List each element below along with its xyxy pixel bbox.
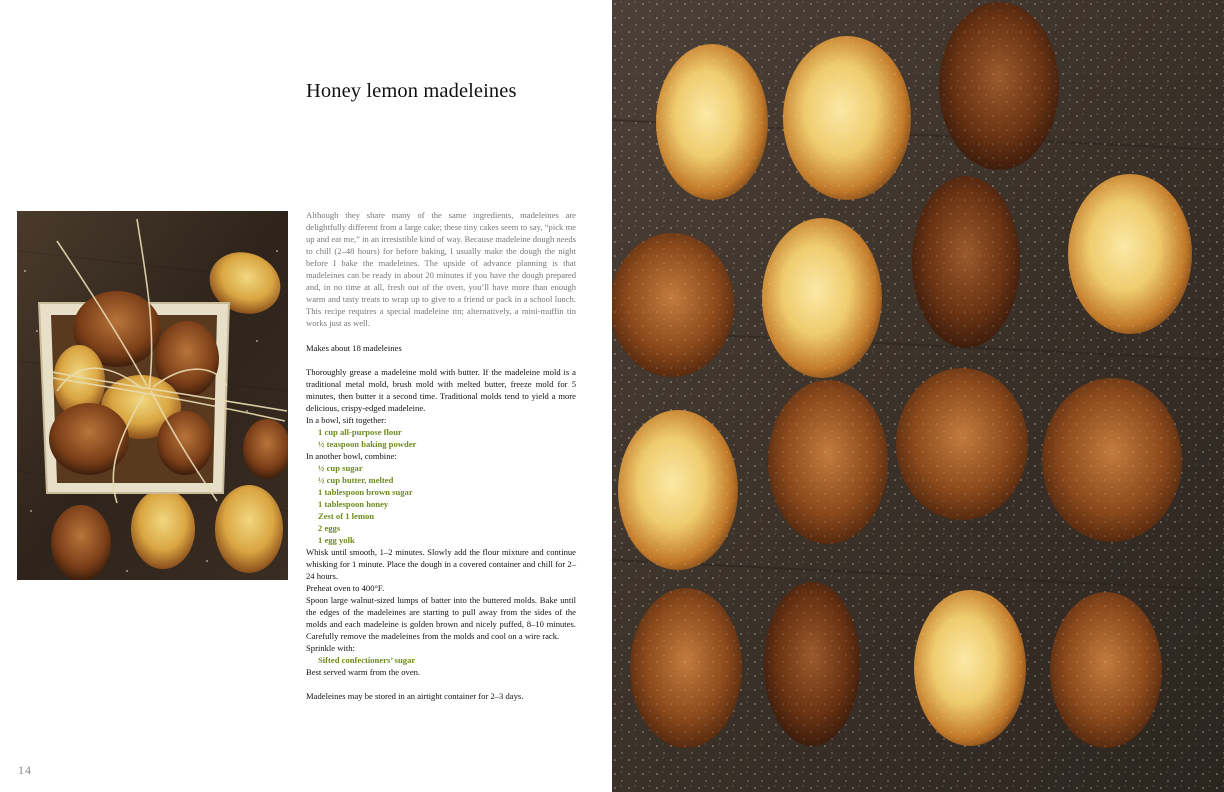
- ingredient-item: 1 tablespoon honey: [318, 499, 389, 509]
- step-preheat: Preheat oven to 400°F.: [306, 583, 385, 593]
- ingredient-item: Zest of 1 lemon: [318, 511, 375, 521]
- recipe-body: [306, 342, 576, 702]
- madeleines-on-wood-photo: [612, 0, 1224, 792]
- recipe-title: Honey lemon madeleines: [306, 80, 517, 102]
- ingredient-item: Sifted confectioners’ sugar: [318, 655, 416, 665]
- madeleine-basket-photo: [17, 211, 288, 580]
- step-sift-intro: In a bowl, sift together:: [306, 415, 387, 425]
- step-sprinkle-intro: Sprinkle with:: [306, 643, 355, 653]
- ingredient-item: ½ cup butter, melted: [318, 475, 394, 485]
- ingredient-item: ½ teaspoon baking powder: [318, 439, 417, 449]
- ingredient-item: 2 eggs: [318, 523, 341, 533]
- ingredient-list-wet: [306, 462, 576, 546]
- ingredient-item: ½ cup sugar: [318, 463, 363, 473]
- intro-paragraph: Although they share many of the same ingredients, madeleines are delightfully different from a large cake; these tiny cakes seem to say, “pick me up and eat me,” in an irresistible kind of way. Because madeleine dough needs to chill (2–48 hours) for before baking, I usually make the dough the night before I bake the madeleines. The upside of advance planning is that madeleines can be ready in about 20 minutes if you have the dough prepared and, in no time at all, fresh out of the oven, you’ll have more than enough warm and tasty treats to wrap up to give to a friend or pack in a school lunch. This recipe requires a special madeleine tin; alternatively, a mini-muffin tin works just as well.: [306, 210, 576, 328]
- yield-line: Makes about 18 madeleines: [306, 343, 402, 353]
- step-grease: Thoroughly grease a madeleine mold with butter. If the madeleine mold is a traditional metal mold, brush mold with melted butter, freeze mold for 5 minutes, then butter it a second time. Traditional molds tend to yield a more delicious, crispy-edged madeleine.: [306, 367, 576, 413]
- ingredient-item: 1 cup all-purpose flour: [318, 427, 402, 437]
- ingredient-list-dry: [306, 426, 576, 450]
- page-number: 14: [18, 763, 32, 777]
- ingredient-list-topping: [306, 654, 576, 666]
- step-spoon: Spoon large walnut-sized lumps of batter into the buttered molds. Bake until the edges of the madeleines are starting to pull away from the sides of the molds and each madeleine is golden brown and nicely puffed, 8–10 minutes. Carefully remove the madeleines from the molds and cool on a wire rack.: [306, 595, 576, 641]
- step-storage: Madeleines may be stored in an airtight container for 2–3 days.: [306, 691, 524, 701]
- ingredient-item: 1 tablespoon brown sugar: [318, 487, 413, 497]
- step-whisk: Whisk until smooth, 1–2 minutes. Slowly add the flour mixture and continue whisking for 1 minute. Place the dough in a covered container and chill for 2–24 hours.: [306, 547, 576, 581]
- ingredient-item: 1 egg yolk: [318, 535, 355, 545]
- step-combine-intro: In another bowl, combine:: [306, 451, 397, 461]
- step-serve: Best served warm from the oven.: [306, 667, 421, 677]
